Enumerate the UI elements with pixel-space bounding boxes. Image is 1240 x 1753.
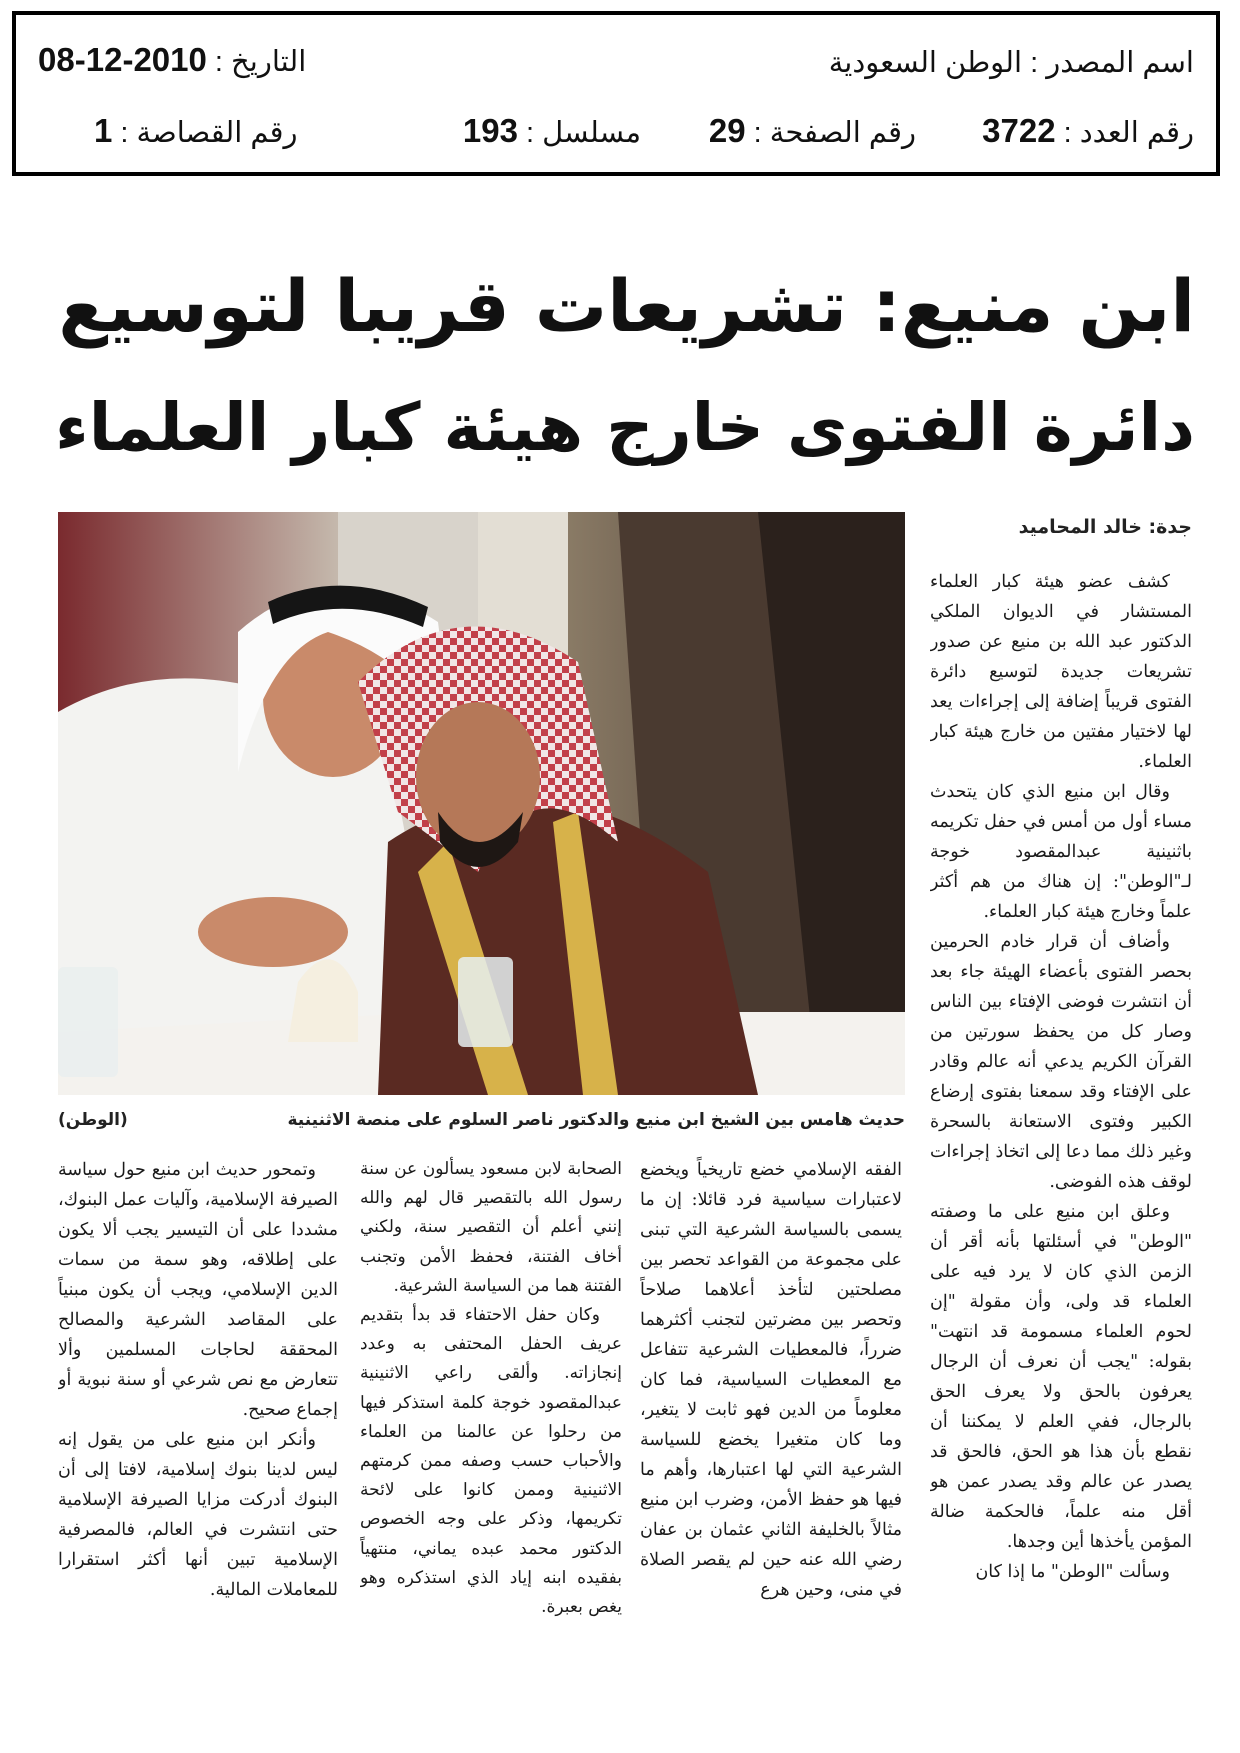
source-field <box>829 45 1194 80</box>
source-label: اسم المصدر : <box>1030 47 1194 79</box>
photo-caption-row <box>58 1110 905 1136</box>
page-field <box>709 112 916 150</box>
issue-label: رقم العدد : <box>1063 117 1194 149</box>
headline-line-2: دائرة الفتوى خارج هيئة كبار العلماء <box>55 389 1195 466</box>
byline: جدة: خالد المحاميد <box>1018 516 1192 538</box>
date-field <box>38 41 306 79</box>
photo-caption: حديث هامس بين الشيخ ابن منيع والدكتور ناصر السلوم على منصة الاثنينية <box>287 1110 905 1130</box>
clip-label: رقم القصاصة : <box>120 117 298 149</box>
date-label: التاريخ : <box>214 46 307 78</box>
article-column-2 <box>640 1155 902 1655</box>
headline-line-1: ابن منيع: تشريعات قريبا لتوسيع <box>58 264 1195 348</box>
date-value: 2010-12-08 <box>38 41 207 78</box>
serial-value: 193 <box>462 112 518 149</box>
clip-field <box>94 112 297 150</box>
page-label: رقم الصفحة : <box>753 117 916 149</box>
col4-paragraph: وأنكر ابن منيع على من يقول إنه ليس لدينا بنوك إسلامية، لافتا إلى أن البنوك أدركت مزايا الصيرفة الإسلامية حتى انتشرت في العالم، فالمصرفية الإسلامية تبين أنها أكثر استقرارا للمعاملات المالية. <box>58 1430 338 1600</box>
source-value: الوطن السعودية <box>828 47 1023 79</box>
col1-paragraph: وسألت "الوطن" ما إذا كان <box>975 1562 1170 1582</box>
serial-label: مسلسل : <box>526 117 641 149</box>
page-value: 29 <box>708 112 746 149</box>
col1-paragraph: وعلق ابن منيع على ما وصفته "الوطن" في أسئلتها بأنه أقر أن الزمن الذي كان لا يرد فيه على العلماء قد ولى، وأن مقولة "إن لحوم العلماء مسمومة قد انتهت" بقوله: "يجب أن نعرف أن الرجال يعرفون بالحق ولا يعرف الحق بالرجال، ففي العلم لا يمكننا أن نقطع بأن هذا هو الحق، فالحق قد يصدر عن عالم وقد يصدر عمن هو أقل منه علماً، فالحكمة ضالة المؤمن يأخذها أين وجدها. <box>930 1202 1192 1552</box>
col3-paragraph: الصحابة لابن مسعود يسألون عن سنة رسول الله بالتقصير قال لهم والله إنني أعلم أن التقصير سنة، ولكني أخاف الفتنة، فحفظ الأمن وتجنب الفتنة هما من السياسة الشرعية. <box>360 1159 622 1296</box>
article-column-3 <box>360 1155 622 1655</box>
col1-paragraph: وقال ابن منيع الذي كان يتحدث مساء أول من أمس في حفل تكريمه باثنينية عبدالمقصود خوجة لـ"الوطن": إن هناك من هم أكثر علماً وخارج هيئة كبار العلماء. <box>930 782 1192 922</box>
col3-paragraph: وكان حفل الاحتفاء قد بدأ بتقديم عريف الحفل المحتفى به وعدد إنجازاته. وألقى راعي الاثنينية عبدالمقصود خوجة كلمة استذكر فيها من رحلوا عن عالمنا من العلماء والأحباب حسب وصفه ممن كرمتهم الاثنينية وممن كانوا على لائحة تكريمها، وذكر على وجه الخصوص الدكتور محمد عبده يماني، منتهياً بفقيده ابنه إياد الذي استذكره وهو يغص بعبرة. <box>360 1305 622 1618</box>
serial-field <box>463 112 641 150</box>
article-column-4 <box>58 1155 338 1655</box>
col1-paragraph: كشف عضو هيئة كبار العلماء المستشار في الديوان الملكي الدكتور عبد الله بن منيع عن صدور تشريعات جديدة لتوسيع دائرة الفتوى قريباً إضافة إلى إجراءات يعد لها لاختيار مفتين من خارج هيئة كبار العلماء. <box>930 572 1192 772</box>
issue-field <box>982 112 1194 150</box>
col4-paragraph: وتمحور حديث ابن منيع حول سياسة الصيرفة الإسلامية، وآليات عمل البنوك، مشددا على أن التيسير يجب ألا يكون على إطلاقه، وهو سمة من سمات الدين الإسلامي، ويجب أن يكون مبنياً على المقاصد الشرعية والمصالح المحققة لحاجات المسلمين وألا تتعارض مع نص شرعي أو سنة نبوية أو إجماع صحيح. <box>58 1160 338 1420</box>
photo-credit: (الوطن) <box>58 1110 128 1130</box>
clip-value: 1 <box>94 112 113 149</box>
issue-value: 3722 <box>982 112 1056 149</box>
clipping-metadata-box <box>12 11 1220 176</box>
photo-illustration <box>58 512 905 1095</box>
article-column-1 <box>930 567 1192 1657</box>
article-photo <box>58 512 905 1095</box>
col2-paragraph: الفقه الإسلامي خضع تاريخياً ويخضع لاعتبارات سياسية فرد قائلا: إن ما يسمى بالسياسة الشرعية التي تبنى على مجموعة من القواعد تحصر بين مصلحتين لتأخذ أعلاهما صلاحاً وتحصر بين مضرتين لتجنب أكثرهما ضرراً، فالمعطيات الشرعية تتفاعل مع المعطيات السياسية، فما كان معلوماً من الدين فهو ثابت لا يتغير، وما كان متغيرا يخضع للسياسة الشرعية التي لها اعتبارها، وأهم ما فيها هو حفظ الأمن، وضرب ابن منيع مثالاً بالخليفة الثاني عثمان بن عفان رضي الله عنه حين لم يقصر الصلاة في منى، وحين هرع <box>640 1160 902 1600</box>
col1-paragraph: وأضاف أن قرار خادم الحرمين بحصر الفتوى بأعضاء الهيئة جاء بعد أن انتشرت فوضى الإفتاء بين الناس وصار كل من يحفظ سورتين من القرآن الكريم يدعي أنه عالم وقادر على الإفتاء وقد سمعنا بفتوى إرضاع الكبير وفتوى الاستعانة بالسحرة وغير ذلك مما دعا إلى اتخاذ إجراءات لوقف هذه الفوضى. <box>930 932 1192 1192</box>
